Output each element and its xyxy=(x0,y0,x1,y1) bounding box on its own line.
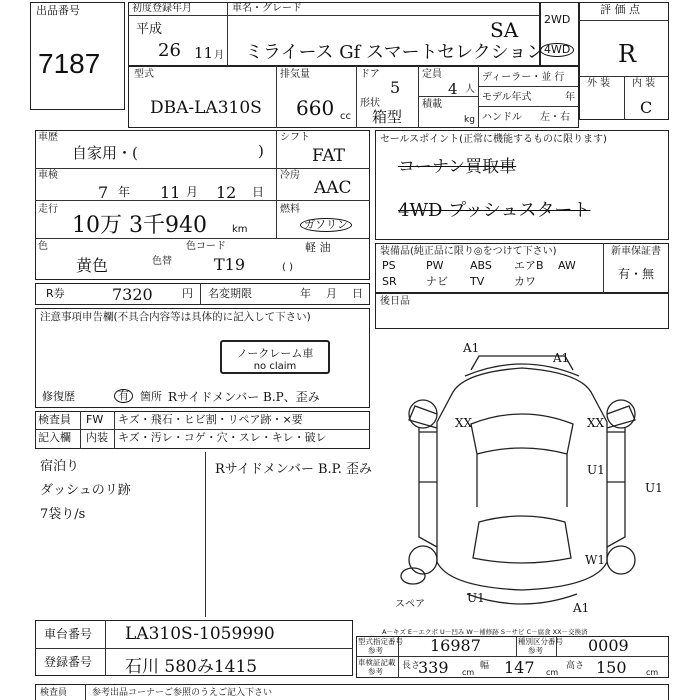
model-label: 型式 xyxy=(134,69,154,80)
equipment-item: TV xyxy=(470,275,485,288)
fuel-gasoline: ガソリン xyxy=(300,218,352,232)
history-value: 自家用・( xyxy=(72,144,138,162)
sales-points-label: セールスポイント(正常に機能するものに限ります) xyxy=(380,134,607,145)
lot-number: 7187 xyxy=(38,48,101,79)
r-value: 7320 xyxy=(112,285,153,304)
shaken-month: 11 xyxy=(160,183,181,202)
warranty-label: 新車保証書 xyxy=(611,246,661,257)
spare-label: スペア xyxy=(395,599,425,610)
equipment-item: エアB xyxy=(514,259,544,272)
length-value: 339 xyxy=(418,658,449,677)
color-value: 黄色 xyxy=(76,256,109,275)
damage-legend: A－キズ E－エクボ U－凹み W－補修跡 S－サビ C－腐食 XX－交換済 xyxy=(382,628,588,636)
color-code-label: 色コード xyxy=(186,241,226,252)
handwritten-line: 7袋り/s xyxy=(40,507,86,522)
handwritten-notes-right: Rサイドメンバー B.P. 歪み xyxy=(215,462,373,477)
equipment-item: PS xyxy=(382,259,396,272)
designated-value: 16987 xyxy=(430,636,481,655)
chassis-label: 車台番号 xyxy=(44,627,93,641)
repair-label: 修復歴 xyxy=(42,390,75,403)
damage-mark: A1 xyxy=(573,601,590,615)
reg-month: 11 xyxy=(194,44,214,62)
sales-point-1: コーナン買取車 xyxy=(398,157,517,177)
displacement-value: 660 xyxy=(296,96,335,120)
eval-score: R xyxy=(618,40,637,68)
equipment-item: SR xyxy=(382,275,397,288)
fuel-label: 燃料 xyxy=(280,204,300,215)
repair-parts-value: Rサイドメンバー B.P、歪み xyxy=(168,390,320,404)
dealer-label: ディーラー・並 行 xyxy=(482,72,565,83)
reg-no-label: 登録番号 xyxy=(44,655,93,669)
sales-point-2: 4WD プッシュスタート xyxy=(398,200,591,221)
car-name: ミライース Gf スマートセレクション xyxy=(245,42,545,63)
equipment-row-1 xyxy=(382,260,602,274)
warranty-value: 有・無 xyxy=(618,267,655,281)
chassis-value: LA310S-1059990 xyxy=(125,624,275,644)
equipment-item: カワ xyxy=(514,275,536,288)
door-value: 5 xyxy=(390,78,401,97)
equipment-item: PW xyxy=(426,259,444,272)
entry-label: 記入欄 xyxy=(38,431,71,444)
capacity-label: 定員 xyxy=(422,69,442,80)
car-damage-diagram xyxy=(375,332,669,622)
car-label: 車名・グレード xyxy=(232,3,302,14)
exterior-label: 外 装 xyxy=(587,78,611,89)
history-label: 車歴 xyxy=(38,132,58,143)
car-trim: SA xyxy=(490,18,519,42)
shaken-day: 12 xyxy=(216,183,237,202)
rear-items-label: 後日品 xyxy=(380,296,410,307)
shaken-year: 7 xyxy=(98,183,109,202)
reg-label: 初度登録年月 xyxy=(132,3,192,14)
load-label: 積載 xyxy=(422,99,442,110)
ac-value: AAC xyxy=(314,178,352,198)
damage-mark: XX xyxy=(587,416,605,430)
eval-label: 評 価 点 xyxy=(600,3,640,16)
reg-no-value: 石川 580み1415 xyxy=(125,657,258,677)
ac-label: 冷房 xyxy=(280,170,300,181)
repair-parts-label: 箇所 xyxy=(140,390,162,403)
shaken-label: 車検 xyxy=(38,170,58,181)
damage-mark: A1 xyxy=(463,341,480,355)
reg-year: 26 xyxy=(158,40,181,61)
displacement-label: 排気量 xyxy=(280,69,310,80)
drive-4wd: 4WD xyxy=(540,43,574,57)
capacity-value: 4 xyxy=(448,80,458,98)
shift-value: FAT xyxy=(312,146,346,166)
damage-mark: W1 xyxy=(585,553,605,567)
height-value: 150 xyxy=(596,658,627,677)
damage-mark: U1 xyxy=(587,463,605,477)
name-change-label: 名変期限 xyxy=(208,287,252,300)
mileage-label: 走行 xyxy=(38,204,58,215)
drive-2wd: 2WD xyxy=(544,13,571,26)
color-code-value: T19 xyxy=(214,255,246,274)
category-value: 0009 xyxy=(588,636,629,655)
width-value: 147 xyxy=(504,658,535,677)
inspector-label: 検査員 xyxy=(38,413,71,426)
no-claim-stamp: ノークレーム車 no claim xyxy=(220,340,330,374)
lot-label: 出品番号 xyxy=(36,4,80,17)
damage-mark: XX xyxy=(455,416,473,430)
damage-mark: A1 xyxy=(553,351,570,365)
rear-items-box xyxy=(375,293,669,329)
fuel-diesel: 軽 油 xyxy=(305,241,331,254)
repair-value: 有 xyxy=(114,389,133,403)
tax-row xyxy=(35,283,370,305)
body-value: 箱型 xyxy=(372,108,403,126)
fw-items: キズ・飛石・ヒビ割・リペア跡・×要 xyxy=(118,413,303,426)
notes-label: 注意事項申告欄(不具合内容等は具体的に記入して下さい) xyxy=(40,311,311,323)
interior-score: C xyxy=(640,98,653,117)
equipment-row-2 xyxy=(382,276,602,290)
damage-mark: U1 xyxy=(467,591,485,605)
handwritten-line: 宿泊り xyxy=(40,459,80,474)
r-label: R券 xyxy=(46,287,65,300)
mileage-value: 10万 3千940 xyxy=(72,213,207,238)
damage-mark: U1 xyxy=(645,481,663,495)
model-value: DBA-LA310S xyxy=(150,98,262,118)
shift-label: シフト xyxy=(280,132,310,143)
reg-era: 平成 xyxy=(136,22,163,37)
model-year-label: モデル年式 xyxy=(482,92,532,103)
equipment-label: 装備品(純正品に限り◎をつけて下さい) xyxy=(380,246,557,257)
equipment-item: ABS xyxy=(470,259,492,272)
body-label: 形状 xyxy=(360,98,380,109)
equipment-item: ナビ xyxy=(426,275,448,288)
interior-label: 内 装 xyxy=(632,78,656,89)
sales-points-box xyxy=(375,130,669,240)
door-label: ドア xyxy=(360,69,380,80)
handle-label: ハンドル xyxy=(482,112,522,123)
equipment-item: AW xyxy=(558,259,576,272)
repaint-label: 色替 xyxy=(152,256,172,267)
interior-items: キズ・汚レ・コゲ・穴・スレ・キレ・破レ xyxy=(118,431,327,444)
handwritten-line: ダッシュのリ跡 xyxy=(40,483,131,498)
color-label: 色 xyxy=(38,241,48,252)
